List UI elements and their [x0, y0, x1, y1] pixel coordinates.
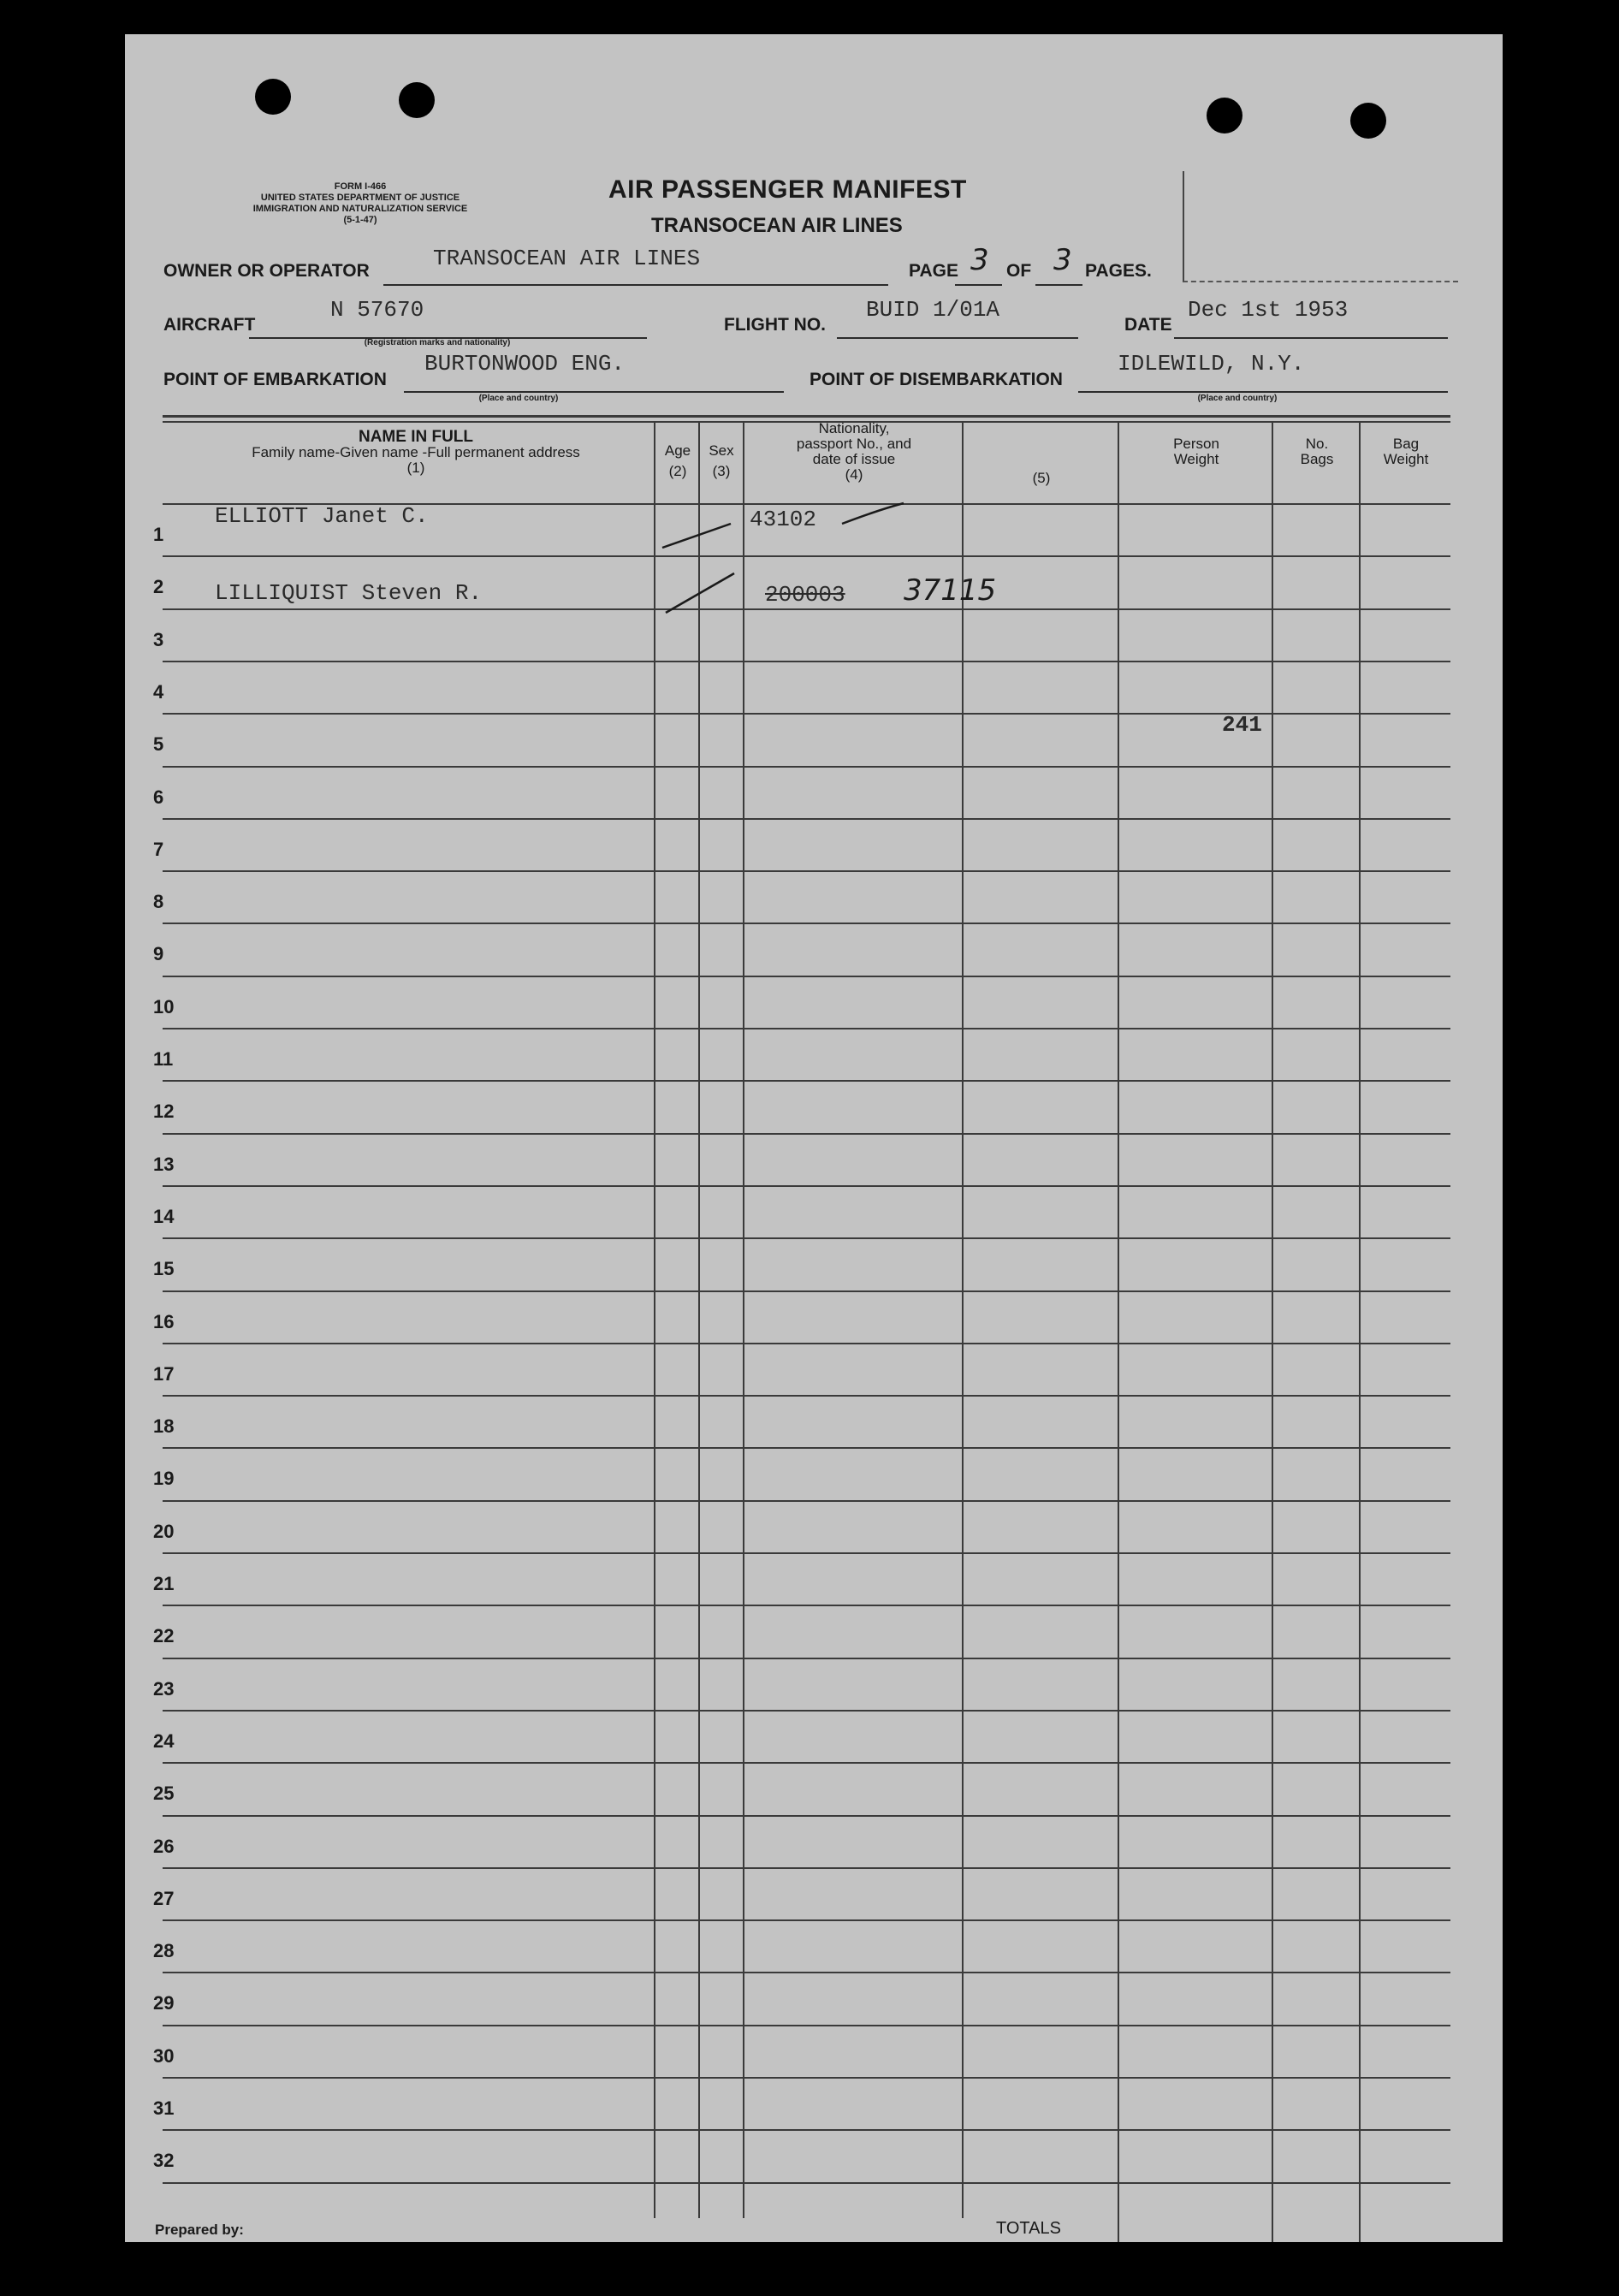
- form-date-code: (5-1-47): [343, 215, 377, 225]
- row-number: 6: [153, 786, 164, 808]
- col-header-5: (5): [1032, 470, 1051, 486]
- row-number: 1: [153, 524, 164, 545]
- row-number: 2: [153, 576, 164, 598]
- col-header-age: Age (2): [664, 442, 691, 479]
- row-rule: [163, 2025, 1450, 2026]
- col-divider: [743, 421, 744, 2218]
- col-header-sex: Sex (3): [709, 442, 734, 479]
- of-value: 3: [1053, 243, 1072, 277]
- row-rule: [163, 1552, 1450, 1554]
- row-rule: [163, 976, 1450, 977]
- row-number: 21: [153, 1573, 175, 1594]
- form-department: UNITED STATES DEPARTMENT OF JUSTICE: [260, 193, 460, 203]
- row-number: 30: [153, 2044, 175, 2067]
- row-rule: [163, 1815, 1450, 1817]
- form-number: FORM I-466: [334, 181, 387, 192]
- row-number: 3: [153, 628, 164, 650]
- age-sex-slash: [662, 524, 731, 548]
- col-divider: [654, 421, 655, 2218]
- row-number: 15: [153, 1258, 175, 1280]
- prepared-by-label: Prepared by:: [155, 2222, 244, 2238]
- row-rule: [163, 1395, 1450, 1397]
- row-number: 7: [153, 838, 164, 860]
- row-number: 11: [153, 1048, 174, 1070]
- embark-caption: (Place and country): [478, 394, 559, 403]
- row-rule: [163, 1500, 1450, 1502]
- col-divider: [1118, 421, 1119, 2242]
- col-divider: [962, 421, 964, 2218]
- page-subtitle: TRANSOCEAN AIR LINES: [651, 214, 903, 237]
- row-number: 23: [153, 1677, 175, 1700]
- row-rule: [163, 1658, 1450, 1659]
- aircraft-caption: (Registration marks and nationality): [364, 338, 511, 347]
- row-rule: [163, 1343, 1450, 1344]
- row-number: 25: [153, 1783, 175, 1805]
- row-rule: [163, 1290, 1450, 1292]
- row-rule: [163, 766, 1450, 768]
- embark-label: POINT OF EMBARKATION: [163, 370, 387, 389]
- page-label: PAGE: [909, 261, 958, 281]
- row-number: 19: [153, 1468, 175, 1490]
- row-number: 12: [153, 1101, 175, 1123]
- row-number: 5: [153, 733, 164, 756]
- row-number: 17: [153, 1362, 175, 1385]
- embark-value: BURTONWOOD ENG.: [424, 351, 626, 377]
- row-number: 18: [153, 1415, 175, 1438]
- flight-label: FLIGHT NO.: [724, 315, 826, 335]
- col-divider: [1359, 421, 1361, 2242]
- row-number: 8: [153, 891, 164, 913]
- pen-marks: [125, 34, 1503, 685]
- row-rule: [163, 923, 1450, 924]
- stamp-number: 241: [1222, 712, 1262, 738]
- col-divider: [698, 421, 700, 2218]
- row-number: 32: [153, 2150, 175, 2172]
- col-divider: [1272, 421, 1273, 2242]
- age-sex-slash: [666, 573, 734, 613]
- row-number: 9: [153, 943, 164, 965]
- row-number: 10: [153, 995, 175, 1017]
- col-header-name: NAME IN FULL Family name-Given name -Full permanent address (1): [252, 428, 580, 476]
- row-rule: [163, 1185, 1450, 1187]
- row-number: 4: [153, 680, 164, 703]
- manifest-sheet: [125, 34, 1503, 2242]
- row-rule: [163, 1447, 1450, 1449]
- row-rule: [163, 1919, 1450, 1921]
- flight-value: BUID 1/01A: [866, 297, 1000, 323]
- row-number: 22: [153, 1625, 175, 1647]
- pages-label: PAGES.: [1085, 261, 1152, 281]
- disembark-caption: (Place and country): [1197, 394, 1278, 403]
- row-rule: [163, 1028, 1450, 1029]
- row-rule: [163, 870, 1450, 872]
- date-value: Dec 1st 1953: [1188, 297, 1349, 323]
- row-rule: [163, 2077, 1450, 2079]
- passport-tick: [842, 503, 904, 524]
- row-number: 27: [153, 1887, 175, 1909]
- row-number: 16: [153, 1310, 175, 1332]
- col-header-nationality: Nationality, passport No., and date of issue (4): [796, 420, 912, 483]
- owner-value: TRANSOCEAN AIR LINES: [433, 246, 701, 271]
- row-rule: [163, 1710, 1450, 1712]
- disembark-label: POINT OF DISEMBARKATION: [810, 370, 1063, 389]
- row-number: 24: [153, 1729, 175, 1752]
- aircraft-value: N 57670: [330, 297, 424, 323]
- disembark-value: IDLEWILD, N.Y.: [1118, 351, 1305, 377]
- row-rule: [163, 1237, 1450, 1239]
- page-title: AIR PASSENGER MANIFEST: [608, 175, 967, 204]
- row-number: 26: [153, 1835, 175, 1857]
- row-rule: [163, 1867, 1450, 1869]
- row-number: 20: [153, 1520, 175, 1542]
- passenger-name: ELLIOTT Janet C.: [215, 503, 429, 529]
- row-rule: [163, 1080, 1450, 1082]
- row-number: 31: [153, 2097, 175, 2119]
- row-rule: [163, 2182, 1450, 2184]
- row-number: 29: [153, 1992, 175, 2014]
- col-header-person-weight: Person Weight: [1173, 436, 1219, 467]
- date-label: DATE: [1124, 315, 1172, 335]
- row-number: 14: [153, 1205, 175, 1227]
- row-rule: [163, 1133, 1450, 1135]
- form-service: IMMIGRATION AND NATURALIZATION SERVICE: [252, 204, 468, 214]
- totals-label: TOTALS: [996, 2219, 1061, 2238]
- passenger-passport-handwritten: 37115: [904, 573, 997, 608]
- col-header-bags: No. Bags: [1300, 436, 1334, 467]
- row-rule: [163, 1972, 1450, 1973]
- row-number: 13: [153, 1153, 175, 1175]
- passenger-passport-struck: 200003: [765, 582, 845, 608]
- passenger-passport: 43102: [750, 507, 817, 532]
- row-rule: [163, 2129, 1450, 2131]
- row-rule: [163, 818, 1450, 820]
- row-rule: [163, 1605, 1450, 1606]
- col-header-bag-weight: Bag Weight: [1383, 436, 1429, 467]
- aircraft-label: AIRCRAFT: [163, 315, 256, 335]
- owner-label: OWNER OR OPERATOR: [163, 261, 370, 281]
- of-label: OF: [1006, 261, 1032, 281]
- row-number: 28: [153, 1940, 175, 1962]
- passenger-name: LILLIQUIST Steven R.: [215, 580, 483, 606]
- page-value: 3: [970, 243, 989, 277]
- row-rule: [163, 1762, 1450, 1764]
